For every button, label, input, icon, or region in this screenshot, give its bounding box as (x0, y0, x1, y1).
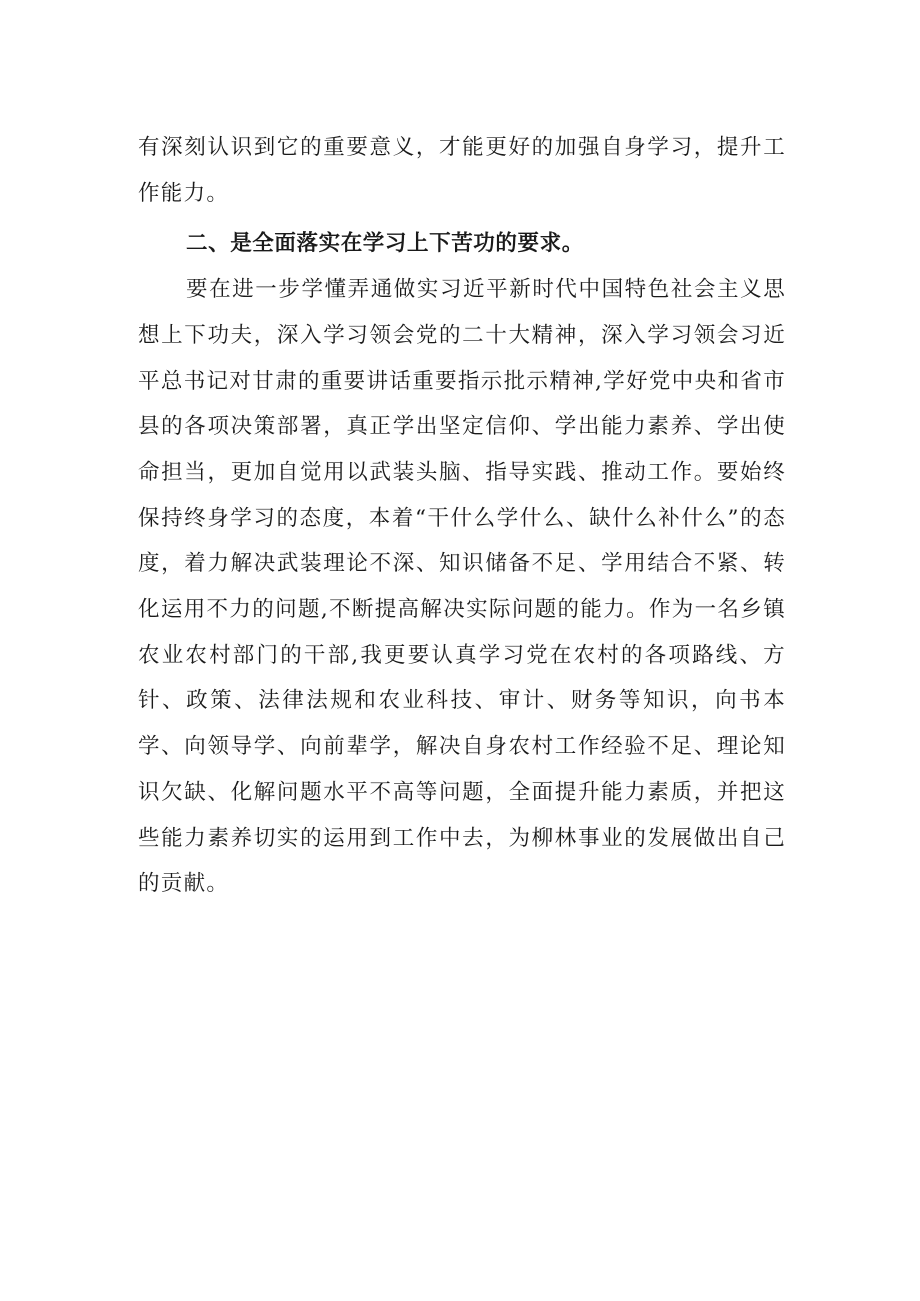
document-page (138, 125, 786, 907)
body-paragraph: 要在进一步学懂弄通做实习近平新时代中国特色社会主义思想上下功夫，深入学习领会党的二十大精神，深入学习领会习近平总书记对甘肃的重要讲话重要指示批示精神,学好党中央和省市县的各项决策部署，真正学出坚定信仰、学出能力素养、学出使命担当，更加自觉用以武装头脑、指导实践、推动工作。要始终保持终身学习的态度，本着“干什么学什么、缺什么补什么”的态度，着力解决武装理论不深、知识储备不足、学用结合不紧、转化运用不力的问题,不断提高解决实际问题的能力。作为一名乡镇农业农村部门的干部,我更要认真学习党在农村的各项路线、方针、政策、法律法规和农业科技、审计、财务等知识，向书本学、向领导学、向前辈学，解决自身农村工作经验不足、理论知识欠缺、化解问题水平不高等问题，全面提升能力素质，并把这些能力素养切实的运用到工作中去，为柳林事业的发展做出自己的贡献。 (138, 277, 786, 897)
section-heading: 二、是全面落实在学习上下苦功的要求。 (186, 231, 584, 257)
continuation-paragraph: 有深刻认识到它的重要意义，才能更好的加强自身学习，提升工作能力。 (138, 135, 786, 206)
